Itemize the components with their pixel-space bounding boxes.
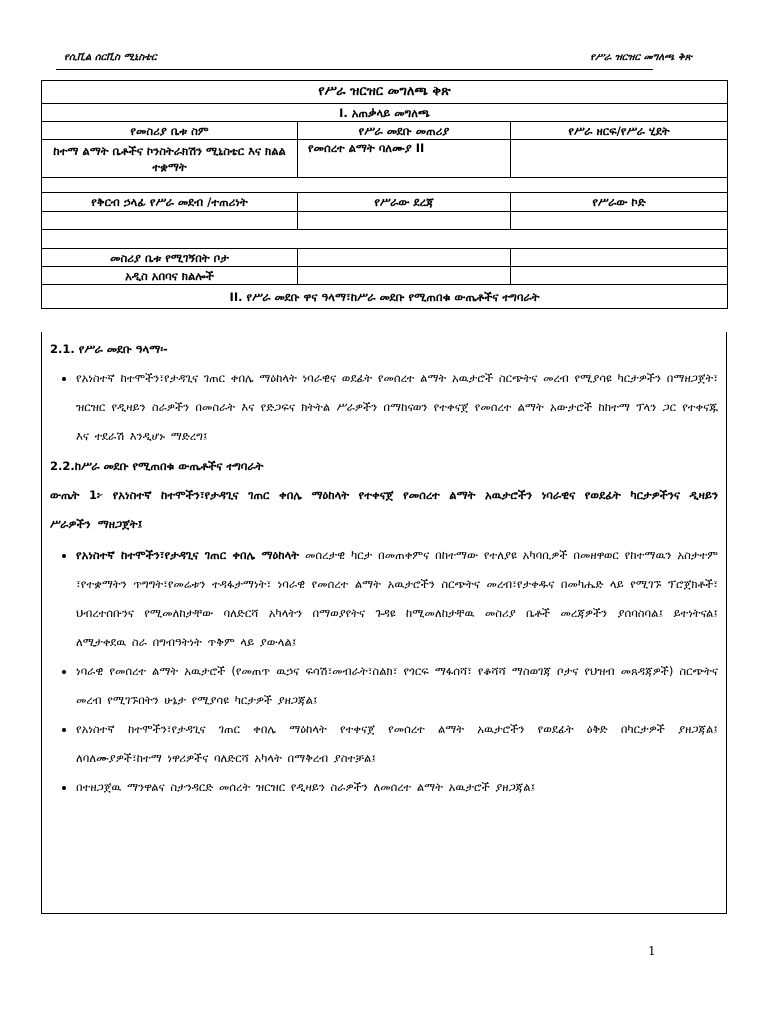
job-details-body — [41, 332, 727, 914]
code-header: የሥራው ኮድ — [511, 193, 728, 212]
page-number: 1 — [648, 944, 656, 958]
job-title-value: የመሰረተ ልማት ባለሙያ II — [298, 140, 511, 178]
task-item — [76, 541, 718, 657]
purpose-text: • የአነስተኛ ከተሞችን፣የታዳጊና ገጠር ቀበሌ ማዕከላት ነባራዊና ወደፊት የመሰረተ ልማት አዉታሮች ስርጭትና መረብ የሚያሳዩ ካርታዎችን በማዘጋጀት፣ ዝርዝር የዲዛይን ስራዎችን በመስራት እና የድጋፍና ክትትል ሥራዎችን በማከናወን የተቀናጀ የመሰረተ ልማት አውታሮች ከከተማ ፕላን ጋር የተቀናጁ እና ተደራሽ እንዲሆኑ ማድረግ፤ — [76, 364, 718, 451]
task-item: • ነባራዊ የመሰረተ ልማት አዉታሮች (የመጠጥ ዉኃና ፍሳሽ፣መብራት፣ስልክ፣ የጎርፍ ማፋሰሻ፣ የቆሻሻ ማስወገጃ ቦታና የህዝብ መጸዳጃዎች) ስርጭትና መረብ የሚገኙበትን ሁኔታ የሚያሳዩ ካርታዎች ያዘጋጃል፤ — [76, 657, 718, 715]
page-header — [56, 52, 712, 70]
header-rule — [56, 69, 653, 70]
purpose-heading: 2.1. የሥራ መደቡ ዓላማ፡- — [50, 342, 168, 356]
outputs-heading: 2.2.ከሥራ መደቡ የሚጠበቁ ውጤቶችና ተግባራት — [50, 459, 264, 473]
blank-row-2 — [42, 230, 728, 249]
supervisor-header: የቅርብ ኃላፊ የሥራ መደብ /ተጠሪነት — [42, 193, 298, 212]
task-item: • በተዘጋጀዉ ማንዋልና ስታንዳርድ መሰረት ዝርዝር የዲዛይን ስራዎችን ለመሰረተ ልማት አዉታሮች ያዘጋጃል፤ — [76, 773, 718, 802]
section-1-heading: I. አጠቃላይ መግለጫ — [42, 104, 728, 122]
job-title-header: የሥራ መደቡ መጠሪያ — [298, 122, 511, 140]
task-item: • የአነስተኛ ከተሞችን፣የታዳጊና ገጠር ቀበሌ ማዕከላት የተቀናጀ የመሰረተ ልማት አዉታሮችን የወደፊት ዕቅድ በካርታዎች ያዘጋጃል፤ ለባለሙያዎች፣ከተማ ነዋሪዎችና ባለድርሻ አካላት በማቅረብ ያስተቻል፤ — [76, 715, 718, 773]
location-empty-4 — [511, 267, 728, 285]
location-empty-2 — [511, 249, 728, 267]
section-2-heading: II. የሥራ መደቡ ዋና ዓላማ፣ከሥራ መደቡ የሚጠበቁ ውጤቶችና ተግባራት — [42, 285, 728, 309]
grade-value — [298, 212, 511, 230]
job-family-header: የሥራ ዘርፍ/የሥራ ሂደት — [511, 122, 728, 140]
header-ministry: የሲቪል ሰርቪስ ሚኒስቴር — [64, 52, 157, 63]
location-empty-1 — [298, 249, 511, 267]
location-empty-3 — [298, 267, 511, 285]
purpose-list — [50, 364, 718, 451]
job-family-value — [511, 140, 728, 178]
task-1-subject: የአነስተኛ ከተሞችን፣የታዳጊና ገጠር ቀበሌ ማዕከላት — [76, 548, 300, 562]
output-1-tasks — [50, 541, 718, 802]
grade-header: የሥራው ደረጃ — [298, 193, 511, 212]
header-form-name: የሥራ ዝርዝር መግለጫ ቅጽ — [590, 52, 692, 63]
job-description-table — [41, 80, 728, 309]
blank-row-1 — [42, 178, 728, 193]
task-1-text: መሰረታዊ ካርታ በመጠቀምና በከተማው የተለያዩ አካባቢዎች በመዘዋወር የከተማዉን አስታተም ፣የተቋማትን ጥግግት፣የመሬቱን ተዳፋታማነት፣ ነባራዊ የመሰረተ ልማት አዉታሮችን ስርጭትና መረብ፣የታቀዱና በመካሔድ ላይ የሚገኙ ፕሮጀክቶች፣ ህብረተሰቡንና የሚመለከታቸው ባለድርሻ አካላትን በማወያየትና ጉዳዩ ከሚመለከታቸዉ መስሪያ ቤቶች መረጃዎችን ያሰባስባል፤ ይተነትናል፤ ለሚታቀደዉ ስራ በግብዓትነት ጥቅም ላይ ያውላል፤ — [76, 548, 718, 649]
org-name-value: ከተማ ልማት ቤቶችና ኮንስትራክሽን ሚኒስቴር እና ክልል ተቋማት — [42, 140, 298, 178]
code-value — [511, 212, 728, 230]
form-title: የሥራ ዝርዝር መግለጫ ቅጽ — [42, 81, 728, 104]
location-label: መስሪያ ቤቱ የሚገኝበት ቦታ — [42, 249, 298, 267]
location-value: አዲስ አበባና ክልሎች — [42, 267, 298, 285]
output-1: ውጤት 1፦ የአነስተኛ ከተሞችን፣የታዳጊና ገጠር ቀበሌ ማዕከላት የተቀናጀ የመሰረተ ልማት አዉታሮችን ነባራዊና የወደፊት ካርታዎችንና ዲዛይን ሥራዎችን ማዘጋጀት፤ — [50, 488, 718, 531]
supervisor-value — [42, 212, 298, 230]
org-name-header: የመስሪያ ቤቱ ስም — [42, 122, 298, 140]
